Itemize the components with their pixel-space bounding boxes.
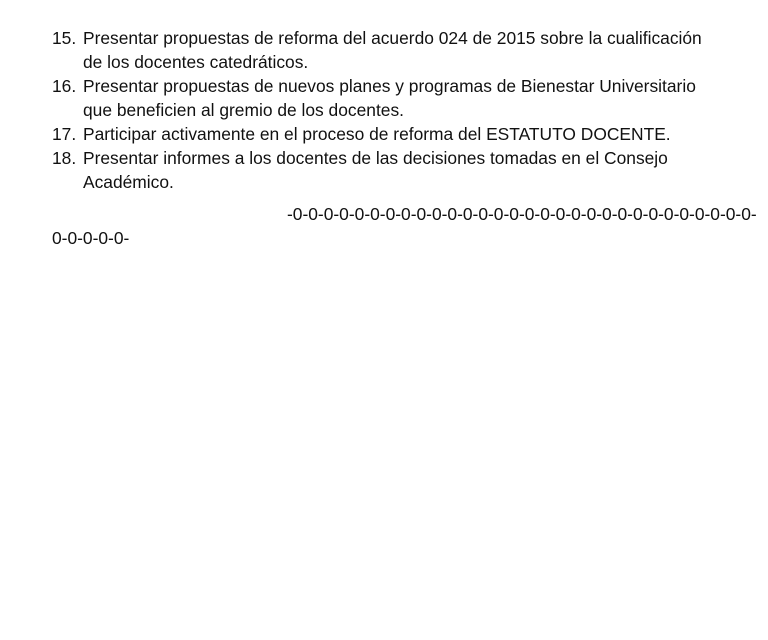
list-item-17 bbox=[52, 122, 712, 146]
list-number: 16. bbox=[52, 76, 77, 96]
list-text: Presentar informes a los docentes de las decisiones tomadas en el Consejo Académico. bbox=[83, 148, 668, 192]
list-item-16 bbox=[52, 74, 712, 122]
list-number: 17. bbox=[52, 124, 77, 144]
list-number: 18. bbox=[52, 148, 77, 168]
list-item-15 bbox=[52, 26, 712, 74]
document-body bbox=[52, 26, 757, 250]
list-number: 15. bbox=[52, 28, 77, 48]
list-text: Participar activamente en el proceso de reforma del ESTATUTO DOCENTE. bbox=[83, 124, 671, 144]
list-item-18 bbox=[52, 146, 712, 194]
list-text: Presentar propuestas de nuevos planes y programas de Bienestar Universitario que beneficien al gremio de los docentes. bbox=[83, 76, 696, 120]
separator-line-1: -0-0-0-0-0-0-0-0-0-0-0-0-0-0-0-0-0-0-0-0-0-0-0-0-0-0-0-0-0-0- bbox=[287, 204, 757, 224]
separator-line-2: 0-0-0-0-0- bbox=[52, 228, 130, 248]
numbered-list bbox=[52, 26, 712, 194]
list-text: Presentar propuestas de reforma del acuerdo 024 de 2015 sobre la cualificación de los docentes catedráticos. bbox=[83, 28, 702, 72]
end-separator bbox=[52, 202, 757, 250]
